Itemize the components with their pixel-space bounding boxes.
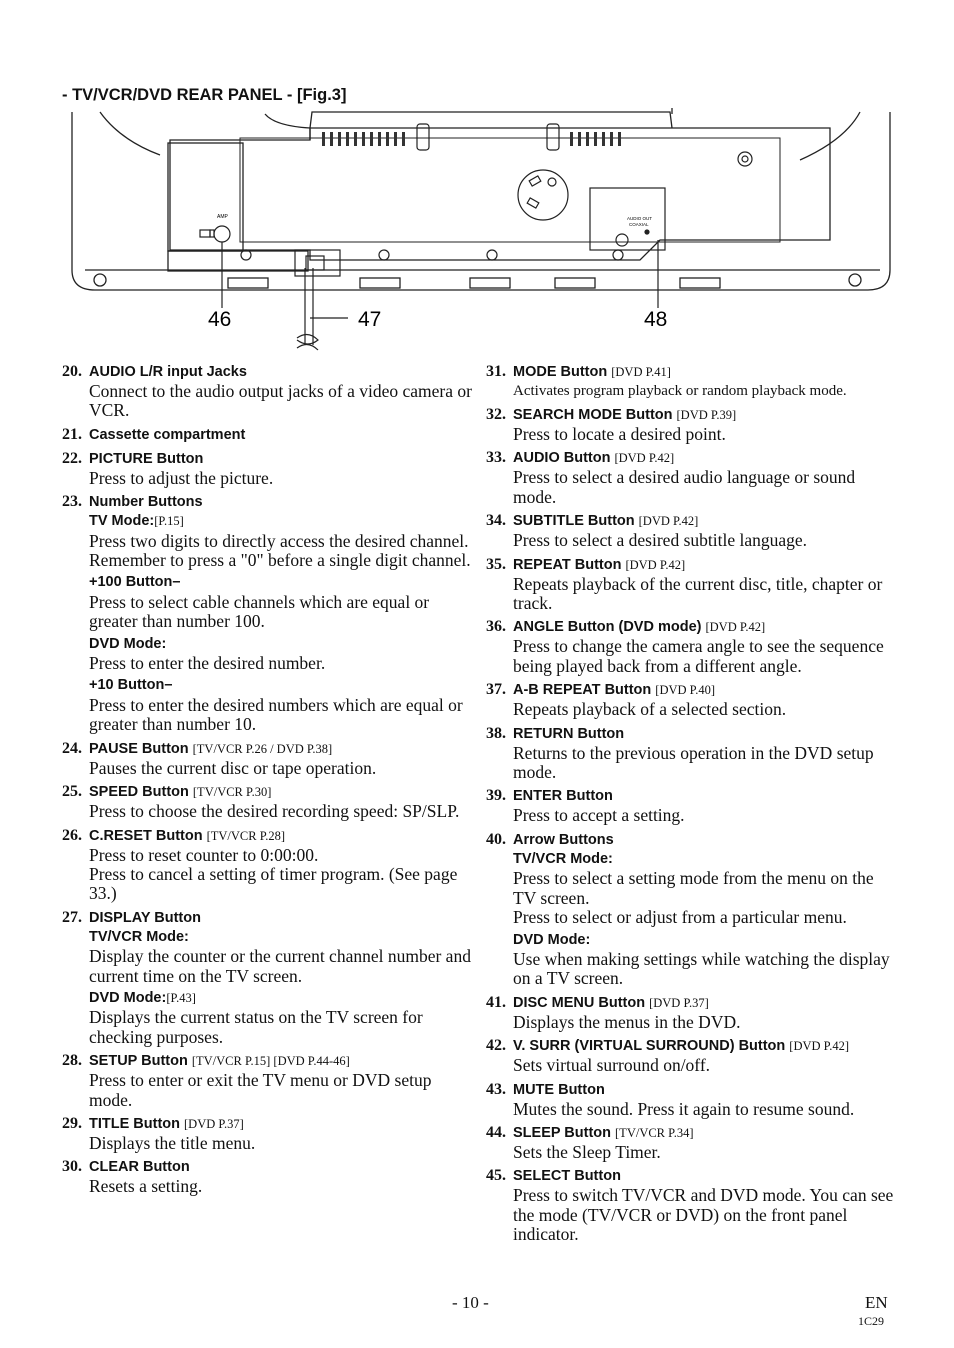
item-description: Resets a setting. (89, 1176, 203, 1197)
list-item (486, 617, 896, 676)
item-description: Pauses the current disc or tape operation. (89, 757, 377, 778)
item-description: Displays the menus in the DVD. (513, 1011, 741, 1032)
item-title-line (513, 830, 896, 850)
item-title: DISC MENU Button (513, 994, 646, 1011)
list-item (62, 1051, 472, 1110)
page-reference: [DVD P.42] (638, 514, 699, 529)
item-description: Press to enter the desired number. (89, 653, 326, 674)
list-item (486, 405, 896, 444)
list-item (486, 448, 896, 507)
page-reference: [TV/VCR P.30] (192, 785, 272, 800)
item-title: AUDIO Button (513, 450, 611, 467)
page-reference: [TV/VCR P.28] (206, 828, 286, 843)
item-description: Remember to press a "0" before a single digit channel. (89, 550, 471, 571)
language-code: EN (865, 1293, 888, 1312)
document-code: 1C29 (858, 1314, 885, 1328)
item-description: Press to cancel a setting of timer program. (See page 33.) (89, 863, 458, 904)
list-item (62, 908, 472, 1047)
item-title: ENTER Button (513, 788, 613, 805)
item-description: Display the counter or the current channel number and current time on the TV screen. (89, 946, 471, 986)
item-title: SLEEP Button (513, 1124, 612, 1141)
item-number: 24. (62, 739, 82, 757)
button-list-right (486, 362, 896, 1249)
page-reference: [DVD P.42] (614, 451, 675, 466)
item-title-line (89, 908, 472, 928)
callout-46: 46 (208, 308, 232, 331)
list-item (62, 425, 472, 445)
list-item (486, 1036, 896, 1075)
item-title-line (513, 724, 896, 744)
item-title: SPEED Button (89, 784, 189, 801)
item-number: 43. (486, 1080, 506, 1098)
mode-subheading (89, 989, 472, 1008)
item-number: 21. (62, 425, 82, 443)
list-item (486, 362, 896, 401)
mode-label: TV Mode: (89, 513, 155, 530)
mode-label: TV/VCR Mode: (89, 928, 189, 945)
item-description: Sets virtual surround on/off. (513, 1055, 711, 1076)
item-number: 29. (62, 1114, 82, 1132)
item-description: Press to choose the desired recording speed: SP/SLP. (89, 801, 460, 822)
list-item (486, 680, 896, 719)
item-number: 33. (486, 449, 506, 467)
item-title-line (89, 1114, 472, 1134)
page-reference: [TV/VCR P.26 / DVD P.38] (192, 741, 333, 756)
list-item (486, 1166, 896, 1244)
list-item (486, 993, 896, 1032)
list-item (486, 830, 896, 989)
item-title: MUTE Button (513, 1081, 605, 1098)
item-title-line (513, 362, 896, 382)
item-title: A-B REPEAT Button (513, 682, 652, 699)
item-number: 27. (62, 908, 82, 926)
item-title-line (513, 680, 896, 700)
item-title: AUDIO L/R input Jacks (89, 364, 247, 380)
item-number: 26. (62, 826, 82, 844)
item-description: Repeats playback of a selected section. (513, 699, 787, 720)
item-title: ANGLE Button (DVD mode) (513, 619, 702, 636)
coaxial-label: COAXIAL (629, 222, 649, 227)
mode-label: DVD Mode: (513, 931, 591, 948)
mode-subheading (89, 635, 472, 654)
item-title: SETUP Button (89, 1053, 188, 1070)
mode-label: DVD Mode: (89, 635, 167, 652)
item-title-line (513, 1036, 896, 1056)
page-reference: [DVD P.39] (676, 408, 737, 422)
page-reference: [DVD P.41] (611, 365, 671, 379)
item-number: 22. (62, 449, 82, 467)
item-title: PAUSE Button (89, 740, 189, 757)
item-title-line (513, 786, 896, 806)
rear-panel-figure (60, 100, 900, 360)
item-number: 37. (486, 681, 506, 699)
list-item (486, 786, 896, 825)
item-number: 36. (486, 618, 506, 636)
callout-48: 48 (644, 308, 668, 331)
page-reference: [TV/VCR P.34] (615, 1125, 694, 1140)
item-title-line (513, 1123, 896, 1143)
mode-subheading (89, 512, 472, 531)
list-item (62, 826, 472, 904)
item-number: 20. (62, 363, 82, 380)
mode-subheading (89, 676, 472, 695)
item-description: Displays the title menu. (89, 1132, 256, 1153)
item-title: REPEAT Button (513, 556, 622, 573)
section-heading: - TV/VCR/DVD REAR PANEL - [Fig.3] (62, 86, 347, 104)
item-description: Use when making settings while watching the display on a TV screen. (513, 948, 890, 989)
item-description: Press to enter or exit the TV menu or DVD setup mode. (89, 1070, 432, 1110)
item-title: MODE Button (513, 364, 608, 380)
item-description: Press to select a setting mode from the menu on the TV screen. (513, 868, 874, 908)
list-item (486, 1080, 896, 1119)
item-title: DISPLAY Button (89, 909, 201, 926)
item-number: 39. (486, 787, 506, 805)
item-description: Press to switch TV/VCR and DVD mode. You can see the mode (TV/VCR or DVD) on the front panel indicator. (513, 1185, 894, 1245)
item-description: Press to select a desired subtitle language. (513, 530, 808, 551)
item-title-line (513, 617, 896, 637)
item-title: RETURN Button (513, 725, 625, 742)
item-title: C.RESET Button (89, 827, 203, 844)
item-title: V. SURR (VIRTUAL SURROUND) Button (513, 1038, 786, 1055)
list-item (486, 1123, 896, 1162)
item-title: SUBTITLE Button (513, 513, 635, 530)
list-item (62, 1114, 472, 1153)
item-number: 23. (62, 493, 82, 511)
item-number: 30. (62, 1158, 82, 1176)
mode-subheading (89, 573, 472, 592)
list-item (62, 1157, 472, 1196)
item-title-line (89, 782, 472, 802)
item-title-line (513, 1166, 896, 1186)
mode-subheading (513, 850, 896, 869)
mode-subheading (513, 931, 896, 950)
item-number: 28. (62, 1052, 82, 1070)
item-title-line (89, 1051, 472, 1071)
mode-subheading (89, 928, 472, 947)
list-item (62, 739, 472, 778)
item-title: TITLE Button (89, 1115, 181, 1132)
amp-label: AMP (217, 214, 228, 220)
item-number: 42. (486, 1037, 506, 1055)
item-number: 44. (486, 1123, 506, 1141)
mode-label: +10 Button– (89, 677, 173, 694)
mode-label: DVD Mode: (89, 989, 167, 1006)
item-title-line (513, 555, 896, 575)
item-number: 38. (486, 724, 506, 742)
page-reference: [DVD P.37] (184, 1116, 244, 1131)
item-description: Repeats playback of the current disc, title, chapter or track. (513, 573, 883, 614)
item-description: Press to adjust the picture. (89, 467, 274, 488)
page-reference: [P.15] (154, 514, 184, 529)
mode-label: +100 Button– (89, 574, 181, 591)
item-number: 40. (486, 830, 506, 848)
item-title-line (513, 511, 896, 531)
page-reference: [DVD P.42] (705, 620, 766, 635)
list-item (62, 362, 472, 421)
page-number: - 10 - (452, 1293, 489, 1312)
item-title-line (513, 993, 896, 1013)
item-title: Arrow Buttons (513, 831, 614, 848)
item-description: Displays the current status on the TV screen for checking purposes. (89, 1007, 423, 1047)
item-description: Press to locate a desired point. (513, 424, 726, 444)
page-reference: [P.43] (166, 990, 196, 1005)
list-item (486, 724, 896, 783)
item-description: Press to reset counter to 0:00:00. (89, 844, 319, 865)
list-item (62, 492, 472, 734)
audio-out-label: AUDIO OUT (627, 216, 653, 221)
item-title-line (89, 1157, 472, 1177)
item-title: PICTURE Button (89, 450, 204, 467)
item-title-line (89, 492, 472, 512)
item-number: 32. (486, 406, 506, 423)
item-title-line (89, 362, 472, 382)
page-reference: [DVD P.42] (789, 1039, 850, 1054)
item-description: Press to change the camera angle to see the sequence being played back from a different angle. (513, 636, 884, 676)
item-description: Press to select a desired audio language or sound mode. (513, 467, 856, 507)
item-number: 34. (486, 512, 506, 530)
item-description: Mutes the sound. Press it again to resume sound. (513, 1098, 855, 1119)
item-number: 35. (486, 555, 506, 573)
page-reference: [DVD P.42] (625, 557, 686, 572)
item-title-line (513, 1080, 896, 1100)
item-description: Returns to the previous operation in the DVD setup mode. (513, 742, 874, 783)
item-number: 41. (486, 993, 506, 1011)
item-title: SELECT Button (513, 1168, 621, 1185)
page-reference: [DVD P.37] (649, 995, 709, 1010)
mode-label: TV/VCR Mode: (513, 850, 613, 867)
item-number: 25. (62, 783, 82, 801)
item-description: Press to select or adjust from a particular menu. (513, 907, 847, 928)
item-title-line (89, 739, 472, 759)
list-item (62, 449, 472, 488)
item-title-line (89, 449, 472, 469)
list-item (486, 555, 896, 614)
item-description: Connect to the audio output jacks of a video camera or VCR. (89, 381, 472, 421)
item-title-line (513, 448, 896, 468)
item-title-line (513, 405, 896, 425)
item-description: Press to select cable channels which are equal or greater than number 100. (89, 591, 430, 632)
button-list-left (62, 362, 472, 1201)
item-description: Press to enter the desired numbers which are equal or greater than number 10. (89, 694, 463, 735)
item-description: Sets the Sleep Timer. (513, 1141, 661, 1162)
list-item (486, 511, 896, 550)
item-title: Number Buttons (89, 494, 203, 511)
item-description: Press to accept a setting. (513, 805, 685, 826)
item-number: 45. (486, 1167, 506, 1185)
item-title: SEARCH MODE Button (513, 407, 673, 423)
item-description: Press two digits to directly access the desired channel. (89, 530, 469, 551)
item-title-line (89, 425, 472, 445)
item-title: Cassette compartment (89, 426, 246, 443)
item-title: CLEAR Button (89, 1159, 190, 1176)
page-reference: [DVD P.40] (655, 683, 716, 698)
item-number: 31. (486, 363, 506, 380)
list-item (62, 782, 472, 821)
page-reference: [TV/VCR P.15] [DVD P.44-46] (191, 1054, 350, 1069)
item-description: Activates program playback or random playback mode. (513, 383, 847, 399)
item-title-line (89, 826, 472, 846)
callout-47: 47 (358, 308, 382, 331)
